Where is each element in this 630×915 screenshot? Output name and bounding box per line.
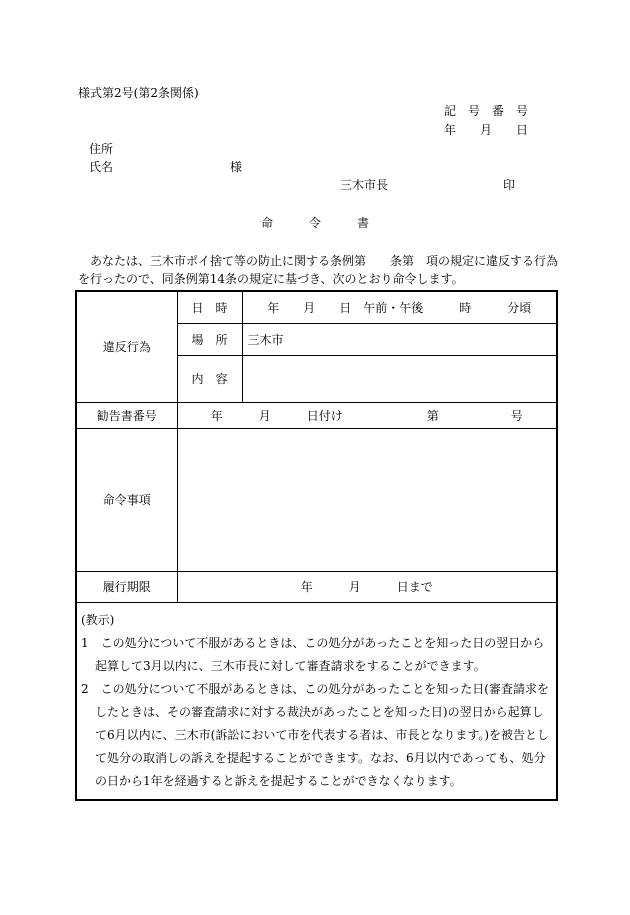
deadline-value: 年 月 日まで: [177, 571, 557, 602]
note-item-1: 1 この処分について不服があるときは、この処分があったことを知った日の翌日から起算して3月以内に、三木市長に対して審査請求をすることができます。: [81, 635, 545, 673]
place-label: 場 所: [177, 323, 242, 355]
advice-number-label: 勧告書番号: [76, 402, 177, 428]
deadline-label: 履行期限: [76, 571, 177, 602]
violation-label: 違反行為: [76, 291, 177, 402]
order-row: [76, 428, 557, 571]
note-item-2: 2 この処分について不服があるときは、この処分があったことを知った日(審査請求をしたときは、その審査請求に対する裁決があったことを知った日)の翌日から起算して6月以内に、三木市(訴訟において市を代表する者は、市長となります。)を被告として処分の取消しの訴えを提起することができます。なお、6月以内であっても、処分の日から1年を経過すると訴えを提起することができなくなります。: [81, 681, 550, 788]
notes-row: [76, 602, 557, 800]
order-form-table: [75, 290, 558, 801]
notes-cell: [76, 602, 557, 800]
datetime-label: 日 時: [177, 291, 242, 323]
advice-row: [76, 402, 557, 428]
deadline-row: [76, 571, 557, 602]
document-title: 命 令 書: [261, 216, 370, 230]
address-label: 住所: [89, 142, 114, 156]
reference-number: 記 号 番 号: [444, 104, 529, 118]
notes-heading: (教示): [81, 612, 115, 627]
name-label: 氏名: [89, 160, 114, 174]
advice-number-value: 年 月 日付け 第 号: [177, 402, 557, 428]
issuer-name: 三木市長: [340, 178, 389, 192]
datetime-value: 年 月 日 午前・午後 時 分頃: [242, 291, 557, 323]
issue-date: 年 月 日: [444, 123, 529, 137]
place-value: 三木市: [242, 323, 557, 355]
content-value: [242, 355, 557, 402]
seal-mark: 印: [503, 178, 516, 192]
name-suffix: 様: [230, 160, 243, 174]
datetime-row: [76, 291, 557, 323]
order-items-value: [177, 428, 557, 571]
intro-line-1: あなたは、三木市ポイ捨て等の防止に関する条例第 条第 項の規定に違反する行為: [78, 254, 559, 268]
order-items-label: 命令事項: [76, 428, 177, 571]
intro-line-2: を行ったので、同条例第14条の規定に基づき、次のとおり命令します。: [78, 272, 464, 286]
content-label: 内 容: [177, 355, 242, 402]
form-number: 様式第2号(第2条関係): [78, 86, 199, 100]
